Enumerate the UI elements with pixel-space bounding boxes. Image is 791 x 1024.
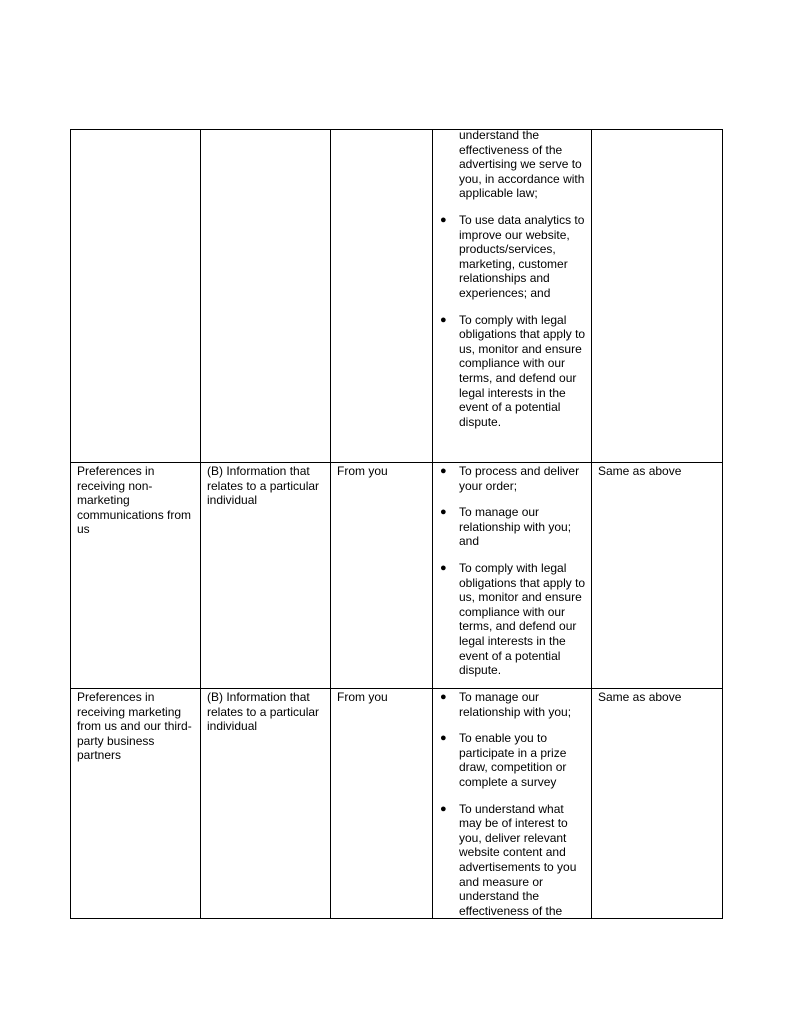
purpose-item: ● To enable you to participate in a prize draw, competition or complete a survey xyxy=(440,731,567,789)
source-cell xyxy=(331,130,433,463)
bullet-icon: ● xyxy=(440,691,447,703)
purposes-cell xyxy=(433,463,592,689)
bullet-icon: ● xyxy=(440,213,447,226)
purpose-list xyxy=(437,464,587,678)
purpose-item: ● To comply with legal obligations that apply to us, monitor and ensure compliance with our terms, and defend our legal interests in the event of a potential dispute. xyxy=(440,312,586,429)
bullet-icon: ● xyxy=(440,313,447,326)
personal-data-table xyxy=(70,129,723,919)
category-cell: Preferences in receiving non-marketing communications from us xyxy=(71,463,201,689)
purposes-cell xyxy=(433,689,592,919)
bullet-icon: ● xyxy=(440,561,447,574)
table-row xyxy=(71,689,723,919)
table-row xyxy=(71,130,723,463)
source-cell: From you xyxy=(331,463,433,689)
category-cell xyxy=(71,130,201,463)
table-row xyxy=(71,463,723,689)
basis-cell: Same as above xyxy=(592,689,723,919)
info-type-cell: (B) Information that relates to a particular individual xyxy=(201,689,331,919)
purpose-list xyxy=(437,128,587,429)
purposes-cell xyxy=(433,130,592,463)
basis-cell xyxy=(592,130,723,463)
category-cell: Preferences in receiving marketing from us and our third-party business partners xyxy=(71,689,201,919)
info-type-cell xyxy=(201,130,331,463)
purpose-item: ● To comply with legal obligations that apply to us, monitor and ensure compliance with our terms, and defend our legal interests in the event of a potential dispute. xyxy=(440,560,586,678)
bullet-icon: ● xyxy=(440,465,447,477)
purpose-item: ● To process and deliver your order; xyxy=(440,464,580,493)
purpose-item: understand the effectiveness of the advertising we serve to you, in accordance with applicable law; xyxy=(459,128,585,201)
purpose-item: ● To use data analytics to improve our website, products/services, marketing, customer relationships and experiences; and xyxy=(440,212,585,300)
bullet-icon: ● xyxy=(440,802,447,815)
source-cell: From you xyxy=(331,689,433,919)
basis-cell: Same as above xyxy=(592,463,723,689)
purpose-item: ● To understand what may be of interest to you, deliver relevant website content and advertisements to you and measure or understand the effectiveness of the xyxy=(440,801,577,918)
info-type-cell: (B) Information that relates to a particular individual xyxy=(201,463,331,689)
purpose-item: ● To manage our relationship with you; and xyxy=(440,505,572,549)
bullet-icon: ● xyxy=(440,732,447,745)
purpose-list xyxy=(437,690,587,918)
bullet-icon: ● xyxy=(440,506,447,519)
purpose-item: ● To manage our relationship with you; xyxy=(440,690,572,719)
